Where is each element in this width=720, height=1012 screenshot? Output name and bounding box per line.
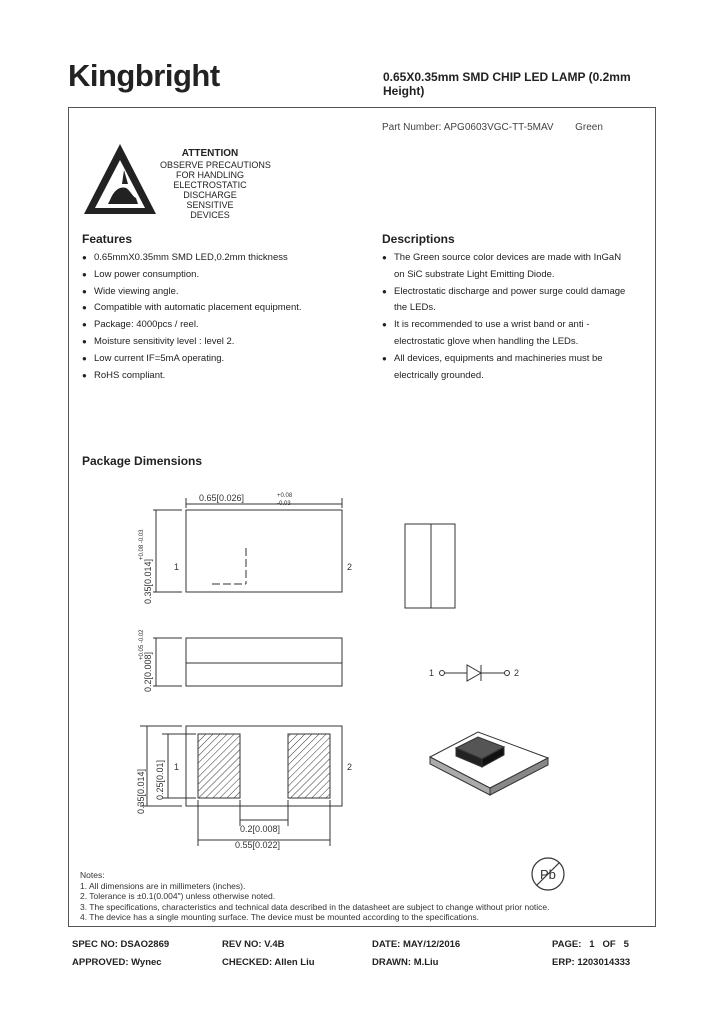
footer-rev-no: REV NO: V.4B bbox=[222, 939, 285, 950]
footer-erp: ERP: 1203014333 bbox=[552, 957, 631, 968]
top-width-tol-plus: +0.08 bbox=[277, 493, 293, 499]
pad-1 bbox=[198, 734, 240, 798]
note-line: 1. All dimensions are in millimeters (inches). bbox=[80, 880, 246, 891]
note-line: 3. The specifications, characteristics and technical data described in the datasheet are subject to change without prior notice. bbox=[80, 901, 550, 912]
note-line: 2. Tolerance is ±0.1(0.004") unless otherwise noted. bbox=[80, 891, 276, 901]
description-line: ● The Green source color devices are made with InGaN bbox=[394, 252, 622, 263]
top-height-label: 0.35[0.014] bbox=[143, 558, 153, 604]
note-line: 4. The device has a single mounting surface. The device must be mounted according to the specifications. bbox=[80, 912, 479, 922]
feature-item: ● 0.65mmX0.35mm SMD LED,0.2mm thickness bbox=[82, 250, 372, 267]
description-line: on SiC substrate Light Emitting Diode. bbox=[394, 268, 555, 280]
notes-title: Notes: bbox=[80, 870, 105, 880]
feature-item: ● Low power consumption. bbox=[82, 267, 372, 284]
top-width-label: 0.65[0.026] bbox=[199, 493, 245, 503]
part-color: Green bbox=[575, 122, 603, 133]
footer-approved: APPROVED: Wynec bbox=[72, 957, 162, 968]
part-number-value: APG0603VGC-TT-5MAV bbox=[443, 122, 554, 133]
footer-date: DATE: MAY/12/2016 bbox=[372, 939, 461, 950]
attention-line: SENSITIVE bbox=[186, 200, 234, 210]
description-line: the LEDs. bbox=[394, 302, 436, 314]
description-line: electrostatic glove when handling the LEDs. bbox=[394, 335, 579, 347]
footer-drawn: DRAWN: M.Liu bbox=[372, 957, 439, 968]
description-line: ● It is recommended to use a wrist band or anti - bbox=[394, 319, 590, 331]
descriptions-title: Descriptions bbox=[382, 232, 455, 246]
feature-item: ● Compatible with automatic placement equipment. bbox=[82, 300, 372, 317]
attention-line: DEVICES bbox=[190, 210, 230, 220]
bottom-inner-height-label: 0.25[0.01] bbox=[155, 759, 165, 800]
footer-page: PAGE: 1 OF 5 bbox=[552, 939, 629, 950]
attention-text bbox=[160, 160, 271, 220]
attention-line: ELECTROSTATIC bbox=[173, 180, 247, 190]
pad-2 bbox=[288, 734, 330, 798]
description-item bbox=[382, 351, 652, 385]
description-line: ● All devices, equipments and machineries must be bbox=[394, 352, 603, 364]
side-view-outline bbox=[186, 638, 342, 686]
part-number-label: Part Number: bbox=[382, 122, 442, 133]
feature-item: ● Package: 4000pcs / reel. bbox=[82, 317, 372, 334]
footer-checked: CHECKED: Allen Liu bbox=[222, 957, 315, 968]
attention-line: OBSERVE PRECAUTIONS bbox=[160, 160, 271, 170]
side-height-label: 0.2[0.008] bbox=[143, 651, 153, 692]
attention-line: FOR HANDLING bbox=[175, 170, 244, 180]
feature-item: ● Low current IF=5mA operating. bbox=[82, 351, 372, 368]
top-height-tol: +0.08 -0.03 bbox=[139, 529, 145, 560]
page-title: 0.65X0.35mm SMD CHIP LED LAMP (0.2mm Height) bbox=[383, 70, 631, 98]
part-number-line bbox=[382, 122, 603, 133]
attention-title: ATTENTION bbox=[181, 148, 239, 159]
footer-spec-no: SPEC NO: DSAO2869 bbox=[72, 939, 170, 950]
description-item bbox=[382, 250, 652, 284]
pad-span-label: 0.55[0.022] bbox=[235, 840, 281, 850]
top-pin-1: 1 bbox=[174, 562, 180, 572]
package-dimensions-title: Package Dimensions bbox=[82, 454, 203, 468]
bottom-outer-height-label: 0.35[0.014] bbox=[136, 768, 146, 814]
pad-width-label: 0.2[0.008] bbox=[240, 824, 281, 834]
bottom-pin-2: 2 bbox=[347, 762, 353, 772]
top-pin-2: 2 bbox=[347, 562, 353, 572]
description-item bbox=[382, 284, 652, 318]
side-height-tol: +0.05 -0.02 bbox=[139, 629, 145, 660]
esd-warning-icon bbox=[80, 140, 160, 220]
bottom-pin-1: 1 bbox=[174, 762, 180, 772]
package-drawing bbox=[0, 480, 720, 860]
pb-text: Pb bbox=[540, 867, 556, 882]
feature-item: ● Moisture sensitivity level : level 2. bbox=[82, 334, 372, 351]
descriptions-list bbox=[382, 250, 652, 384]
description-item bbox=[382, 317, 652, 351]
feature-item: ● Wide viewing angle. bbox=[82, 284, 372, 301]
symbol-pin-1: 1 bbox=[429, 668, 435, 678]
features-list bbox=[82, 250, 372, 384]
end-view-outline bbox=[405, 524, 455, 608]
diode-symbol bbox=[467, 665, 481, 681]
notes-block bbox=[80, 870, 550, 923]
attention-line: DISCHARGE bbox=[183, 190, 237, 200]
description-line: electrically grounded. bbox=[394, 369, 484, 381]
symbol-pin-2: 2 bbox=[514, 668, 520, 678]
brand-logo: Kingbright bbox=[68, 58, 220, 93]
feature-item: ● RoHS compliant. bbox=[82, 368, 372, 385]
top-width-tol-minus: -0.03 bbox=[277, 501, 291, 507]
top-view-outline bbox=[186, 510, 342, 592]
description-line: ● Electrostatic discharge and power surge could damage bbox=[394, 285, 626, 297]
features-title: Features bbox=[82, 232, 133, 246]
